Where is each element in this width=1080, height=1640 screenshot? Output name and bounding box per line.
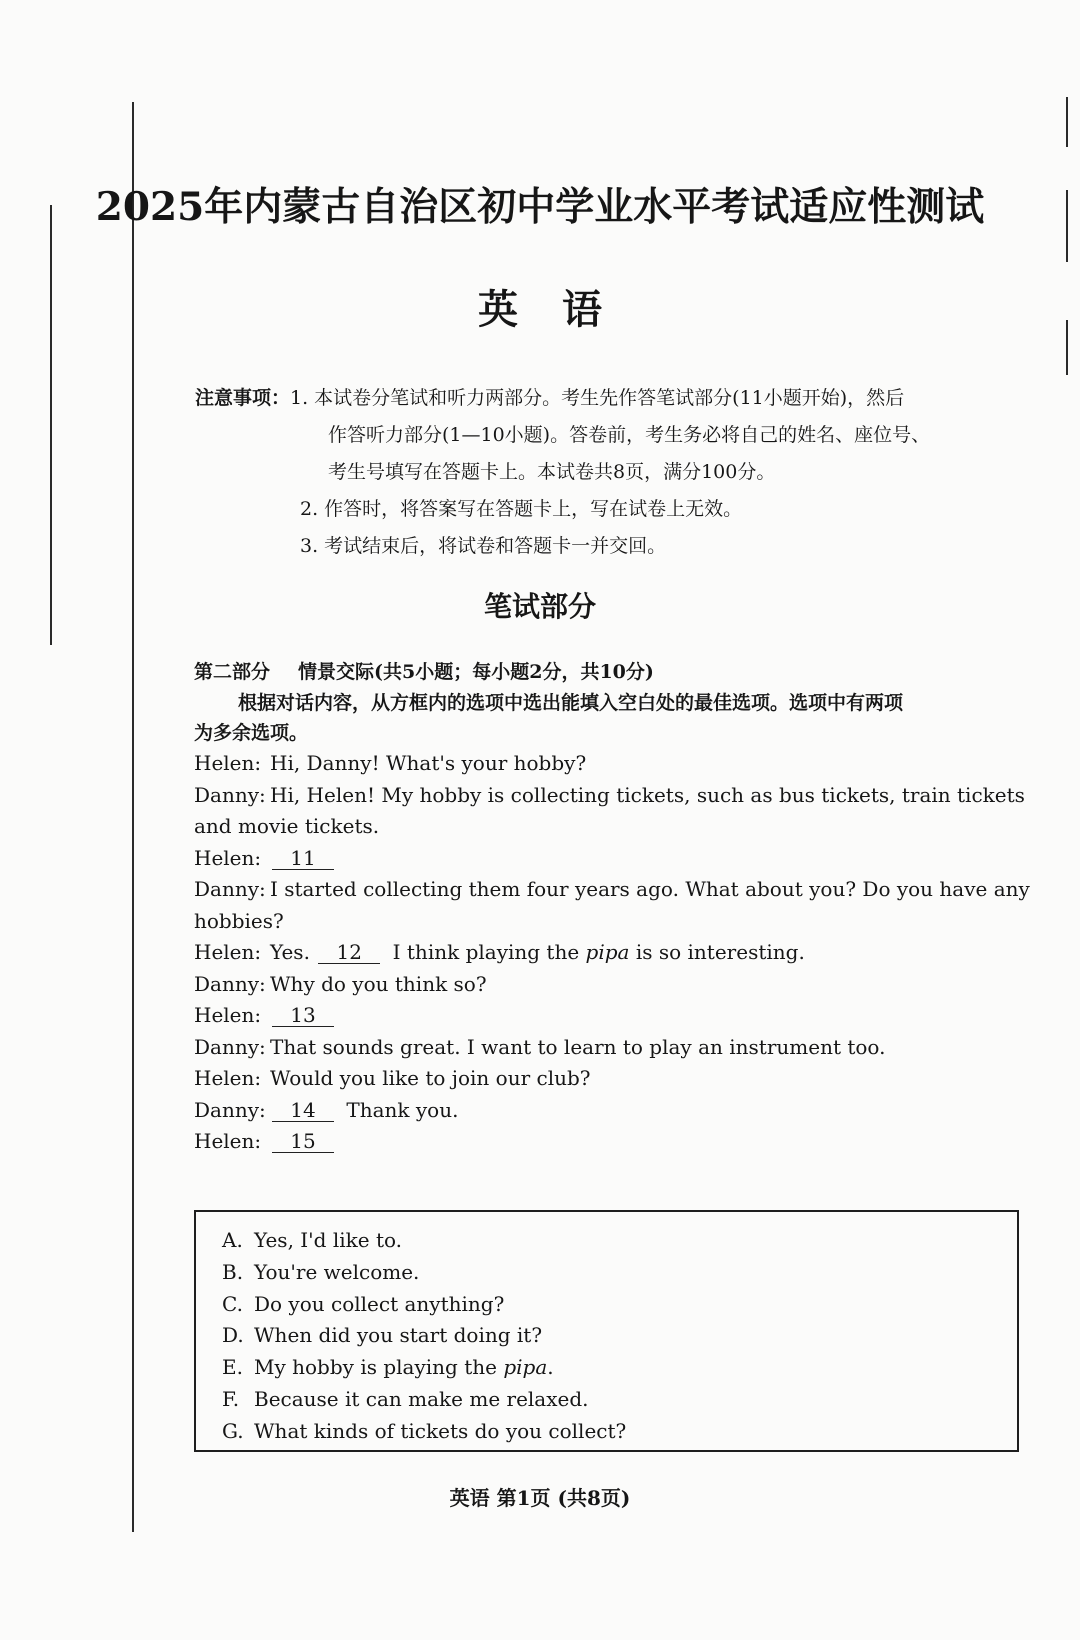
answer-blank-15: 15 bbox=[272, 1130, 334, 1153]
speaker: Danny: bbox=[194, 877, 266, 901]
option-e bbox=[222, 1352, 626, 1384]
speaker: Helen: bbox=[194, 1129, 262, 1153]
right-edge-mark bbox=[1066, 97, 1068, 147]
section-heading: 笔试部分 bbox=[483, 590, 596, 623]
speaker: Helen: bbox=[194, 1003, 262, 1027]
utterance: Would you like to join our club? bbox=[270, 1066, 591, 1090]
answer-blank-13: 13 bbox=[272, 1004, 334, 1027]
option-key: B. bbox=[222, 1259, 244, 1284]
utterance-post: is so interesting. bbox=[635, 940, 805, 964]
option-text: What kinds of tickets do you collect? bbox=[254, 1418, 627, 1443]
utterance: I think playing the bbox=[392, 940, 580, 964]
notice-item-3: 3. 考试结束后，将试卷和答题卡一并交回。 bbox=[300, 535, 667, 557]
utterance: Why do you think so? bbox=[270, 971, 487, 996]
speaker: Danny: bbox=[194, 1097, 266, 1122]
speaker: Danny: bbox=[194, 1034, 266, 1059]
speaker: Danny: bbox=[194, 782, 266, 807]
instructions-line-1: 根据对话内容，从方框内的选项中选出能填入空白处的最佳选项。选项中有两项 bbox=[238, 692, 904, 714]
dialogue bbox=[194, 748, 1030, 1158]
instructions-line-2: 为多余选项。 bbox=[194, 722, 309, 744]
option-key: G. bbox=[222, 1418, 244, 1443]
answer-blank-11: 11 bbox=[272, 847, 334, 870]
dialogue-line bbox=[194, 843, 1024, 875]
option-text: Yes, I'd like to. bbox=[254, 1228, 403, 1252]
instructions bbox=[194, 688, 1024, 748]
option-text: When did you start doing it? bbox=[254, 1323, 543, 1348]
notice-label: 注意事项： bbox=[195, 387, 291, 409]
option-text: My hobby is playing the bbox=[254, 1355, 497, 1380]
speaker: Helen: bbox=[194, 940, 262, 964]
speaker: Helen: bbox=[194, 751, 262, 775]
option-f bbox=[222, 1384, 626, 1416]
utterance: Thank you. bbox=[346, 1097, 459, 1122]
speaker: Helen: bbox=[194, 1066, 262, 1090]
page-footer: 英语 第1页 (共8页) bbox=[449, 1486, 631, 1510]
dialogue-line bbox=[194, 874, 1030, 906]
speaker: Helen: bbox=[194, 845, 262, 870]
dialogue-line bbox=[194, 1095, 1024, 1127]
option-c bbox=[222, 1289, 626, 1321]
utterance-pre: Yes. bbox=[270, 940, 310, 964]
answer-blank-12: 12 bbox=[318, 941, 380, 964]
utterance-continuation: and movie tickets. bbox=[194, 814, 380, 838]
option-key: E. bbox=[222, 1355, 243, 1380]
subject-title bbox=[0, 278, 1080, 335]
dialogue-line bbox=[194, 1000, 1024, 1032]
options-box bbox=[194, 1210, 1019, 1452]
utterance-continuation: hobbies? bbox=[194, 908, 284, 933]
part-title: 情景交际(共5小题；每小题2分，共10分) bbox=[298, 661, 654, 683]
subject-char: 英 bbox=[478, 286, 518, 333]
option-text: Because it can make me relaxed. bbox=[254, 1386, 589, 1411]
notice-item-1-line-1: 1. 本试卷分笔试和听力两部分。考生先作答笔试部分(11小题开始)，然后 bbox=[290, 387, 905, 409]
option-g bbox=[222, 1416, 626, 1448]
dialogue-line bbox=[194, 780, 1024, 812]
option-text-post: . bbox=[547, 1355, 554, 1380]
part-label: 第二部分 bbox=[194, 661, 271, 683]
utterance: Hi, Danny! What's your hobby? bbox=[270, 751, 587, 775]
dialogue-line bbox=[194, 748, 1024, 780]
option-d bbox=[222, 1320, 626, 1352]
notice-block bbox=[195, 380, 1025, 565]
option-text: You're welcome. bbox=[254, 1259, 420, 1284]
notice-item-2: 2. 作答时，将答案写在答题卡上，写在试卷上无效。 bbox=[300, 498, 743, 520]
option-b bbox=[222, 1257, 626, 1289]
dialogue-line bbox=[194, 1063, 1024, 1095]
notice-item-1-line-3: 考生号填写在答题卡上。本试卷共8页，满分100分。 bbox=[328, 461, 776, 483]
binding-line-short bbox=[50, 205, 52, 645]
option-key: C. bbox=[222, 1291, 243, 1316]
subject-char: 语 bbox=[562, 286, 602, 333]
utterance: Hi, Helen! My hobby is collecting tickets, such as bus tickets, train tickets bbox=[270, 782, 1025, 807]
utterance: That sounds great. I want to learn to play an instrument too. bbox=[270, 1034, 886, 1059]
option-a bbox=[222, 1225, 626, 1257]
option-key: D. bbox=[222, 1323, 244, 1348]
notice-item-1-line-2: 作答听力部分(1—10小题)。答卷前，考生务必将自己的姓名、座位号、 bbox=[328, 424, 931, 446]
speaker: Danny: bbox=[194, 971, 266, 996]
utterance: I started collecting them four years ago. What about you? Do you have any bbox=[270, 877, 1030, 901]
italic-term: pipa bbox=[585, 940, 630, 964]
dialogue-line bbox=[194, 1032, 1024, 1064]
option-key: A. bbox=[222, 1228, 243, 1252]
dialogue-line bbox=[194, 1126, 1024, 1158]
option-text: Do you collect anything? bbox=[254, 1291, 505, 1316]
italic-term: pipa bbox=[503, 1355, 548, 1380]
part-heading bbox=[194, 657, 654, 684]
answer-blank-14: 14 bbox=[272, 1099, 334, 1122]
option-key: F. bbox=[222, 1386, 240, 1411]
dialogue-line bbox=[194, 969, 1024, 1001]
dialogue-line bbox=[194, 937, 1024, 969]
exam-title: 2025年内蒙古自治区初中学业水平考试适应性测试 bbox=[95, 184, 985, 230]
